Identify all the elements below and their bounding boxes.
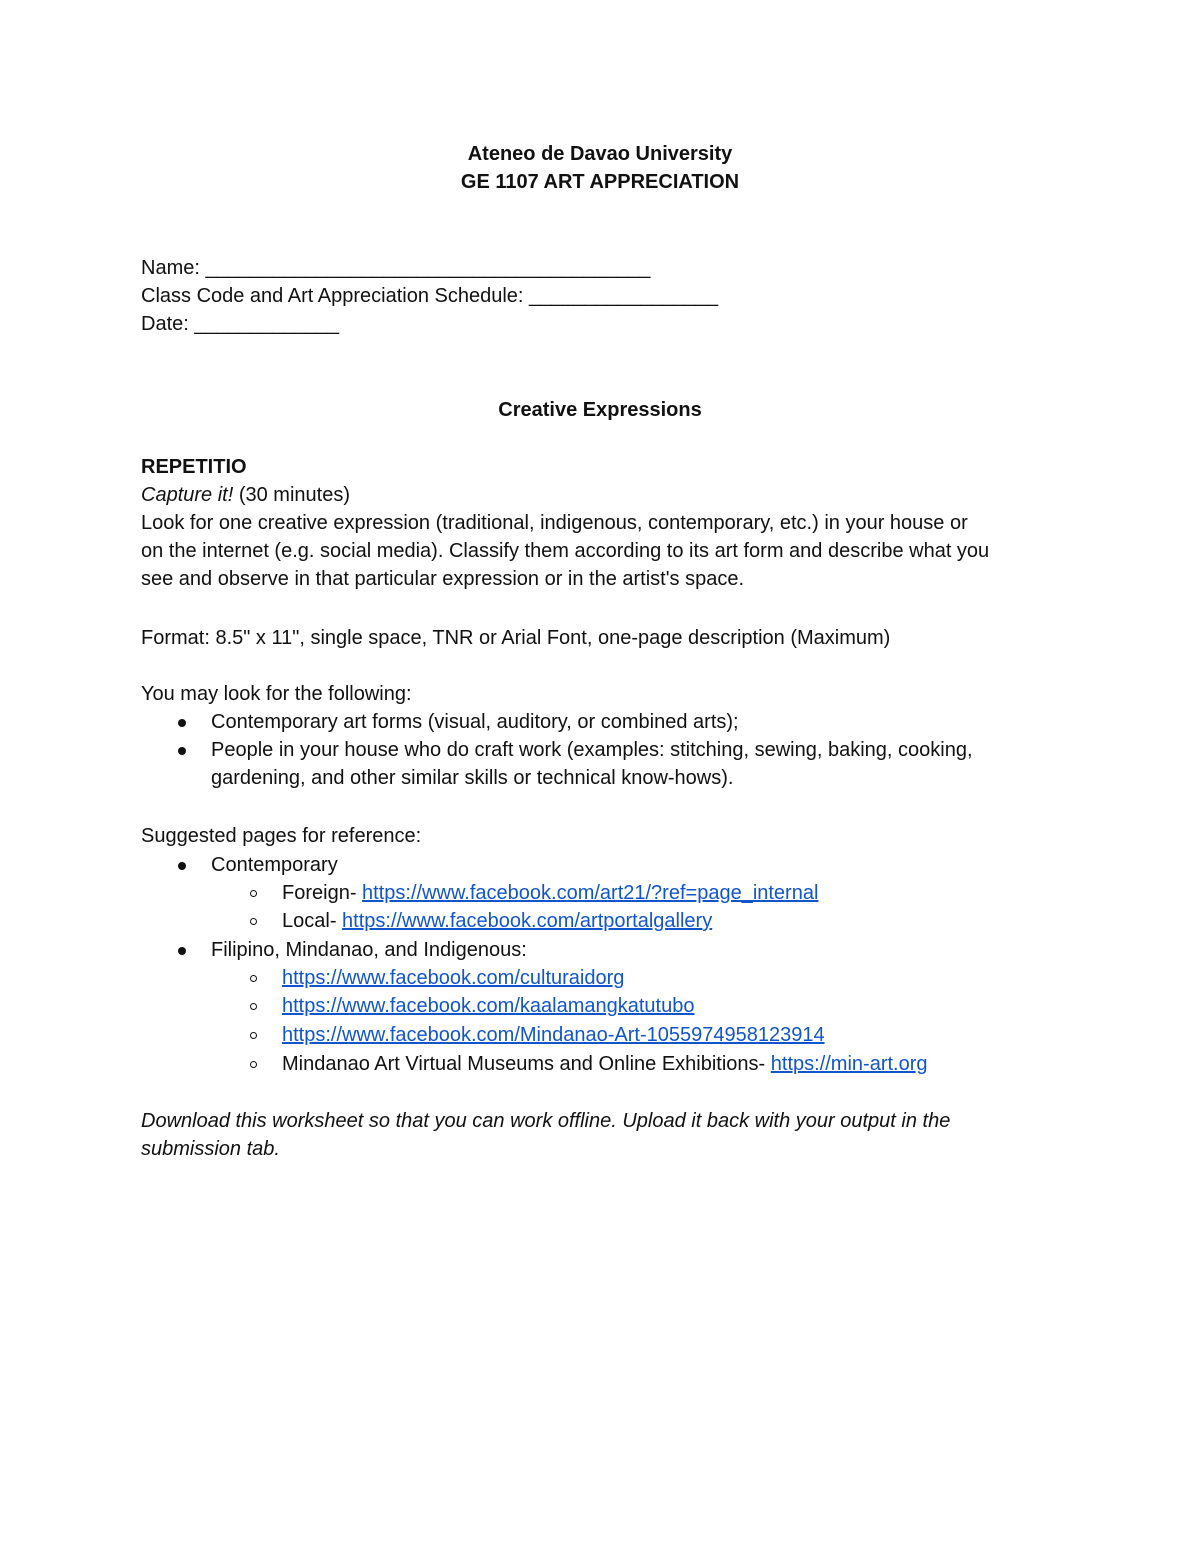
sub-item-foreign	[282, 879, 818, 907]
foreign-label: Foreign-	[282, 882, 363, 904]
circle-bullet-icon	[250, 918, 257, 925]
list-item-continued: gardening, and other similar skills or technical know-hows).	[211, 767, 734, 789]
bullet-icon	[178, 862, 186, 870]
list-item: People in your house who do craft work (examples: stitching, sewing, baking, cooking,	[211, 739, 973, 761]
suggested-intro: Suggested pages for reference:	[141, 825, 422, 847]
culturaidorg-link[interactable]: https://www.facebook.com/culturaidorg	[282, 967, 625, 989]
date-field: Date: _____________	[141, 313, 339, 335]
section-heading: REPETITIO	[141, 456, 247, 478]
sub-item-link	[282, 992, 694, 1020]
page-title: Creative Expressions	[498, 399, 702, 421]
sub-item-link	[282, 1021, 825, 1049]
list-item-contemporary: Contemporary	[211, 854, 338, 876]
format-text: Format: 8.5" x 11", single space, TNR or Arial Font, one-page description (Maximum)	[141, 627, 891, 649]
sub-item-museum	[282, 1050, 928, 1078]
course-title: GE 1107 ART APPRECIATION	[460, 171, 740, 193]
look-for-intro: You may look for the following:	[141, 683, 412, 705]
sub-item-local	[282, 907, 712, 935]
instruction-line: Look for one creative expression (traditional, indigenous, contemporary, etc.) in your house or	[141, 512, 968, 534]
bullet-icon	[178, 719, 186, 727]
kaalamangkatutubo-link[interactable]: https://www.facebook.com/kaalamangkatutubo	[282, 995, 695, 1017]
museum-label: Mindanao Art Virtual Museums and Online Exhibitions-	[282, 1053, 771, 1075]
name-field: Name: ________________________________________	[141, 257, 651, 279]
sub-item-link	[282, 964, 624, 992]
circle-bullet-icon	[250, 890, 257, 897]
local-link[interactable]: https://www.facebook.com/artportalgallery	[342, 910, 713, 932]
subtitle-duration: (30 minutes)	[233, 484, 350, 506]
circle-bullet-icon	[250, 975, 257, 982]
list-item-filipino: Filipino, Mindanao, and Indigenous:	[211, 939, 527, 961]
footer-note: Download this worksheet so that you can work offline. Upload it back with your output in the	[141, 1110, 951, 1132]
list-item: Contemporary art forms (visual, auditory, or combined arts);	[211, 711, 739, 733]
subtitle-italic: Capture it!	[141, 484, 234, 506]
circle-bullet-icon	[250, 1003, 257, 1010]
min-art-link[interactable]: https://min-art.org	[770, 1053, 928, 1075]
mindanao-art-link[interactable]: https://www.facebook.com/Mindanao-Art-1055974958123914	[282, 1024, 825, 1046]
footer-note: submission tab.	[141, 1138, 280, 1160]
section-subtitle	[141, 481, 350, 509]
class-code-field: Class Code and Art Appreciation Schedule: _________________	[141, 285, 719, 307]
instruction-line: on the internet (e.g. social media). Classify them according to its art form and describe what you	[141, 540, 990, 562]
circle-bullet-icon	[250, 1032, 257, 1039]
bullet-icon	[178, 747, 186, 755]
foreign-link[interactable]: https://www.facebook.com/art21/?ref=page_internal	[362, 882, 819, 904]
circle-bullet-icon	[250, 1061, 257, 1068]
university-title: Ateneo de Davao University	[467, 143, 733, 165]
bullet-icon	[178, 947, 186, 955]
local-label: Local-	[282, 910, 343, 932]
instruction-line: see and observe in that particular expression or in the artist's space.	[141, 568, 745, 590]
